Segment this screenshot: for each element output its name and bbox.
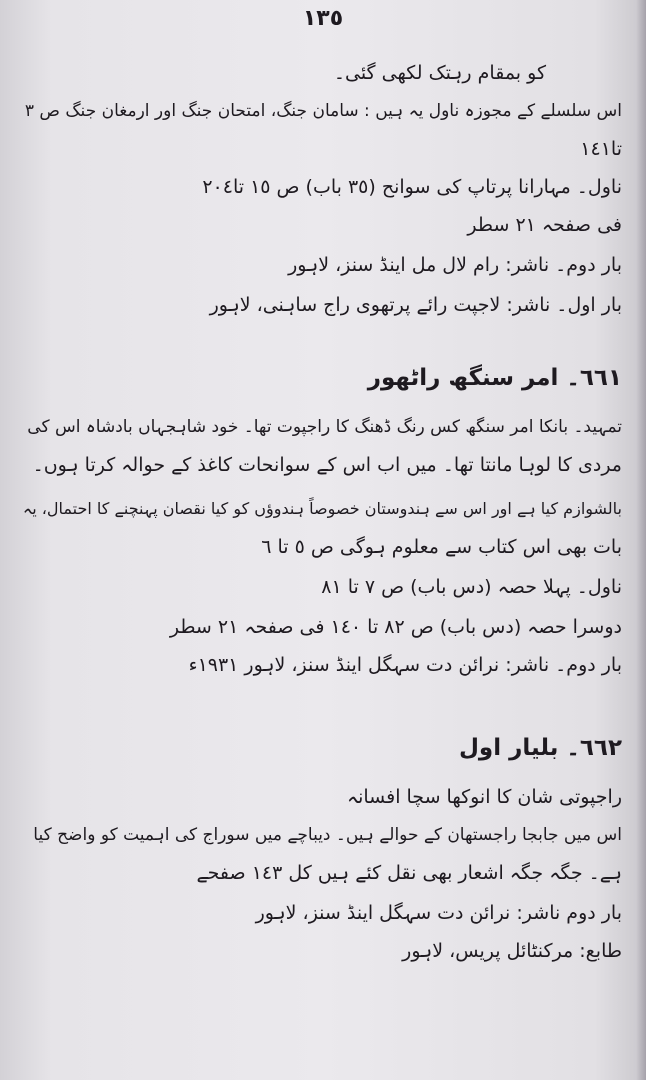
text-line: فی صفحہ ٢١ سطر <box>467 214 622 236</box>
page-number: ١٣٥ <box>302 6 344 31</box>
text-line: تا١٤١ <box>580 138 622 160</box>
text-line: ناول۔ مہارانا پرتاپ کی سوانح (٣٥ باب) ص ١٥ تا٢٠٤ <box>202 176 622 198</box>
text-line: بار دوم۔ ناشر: نرائن دت سہگل اینڈ سنز، لاہور ١٩٣١ء <box>188 654 622 676</box>
entry-heading: ٦٦٢۔ بلیار اول <box>458 735 622 761</box>
page-gutter-shadow <box>636 0 646 1080</box>
text-line: ناول۔ پہلا حصہ (دس باب) ص ٧ تا ٨١ <box>321 576 622 598</box>
text-line: کو بمقام رہتک لکھی گئی۔ <box>333 62 546 84</box>
text-line: طابع: مرکنٹائل پریس، لاہور <box>402 940 622 962</box>
text-line: مردی کا لوہا مانتا تھا۔ میں اب اس کے سوانحات کاغذ کے حوالہ کرتا ہوں۔ <box>32 454 622 476</box>
text-line: ہے۔ جگہ جگہ اشعار بھی نقل کئے ہیں کل ١٤٣ صفحے <box>196 862 622 884</box>
text-line: اس میں جابجا راجستھان کے حوالے ہیں۔ دیباچے میں سوراج کی اہمیت کو واضح کیا <box>33 825 622 845</box>
entry-heading: ٦٦١۔ امر سنگھ راٹھور <box>367 365 622 391</box>
text-line: بات بھی اس کتاب سے معلوم ہوگی ص ٥ تا ٦ <box>261 536 622 558</box>
text-line: بار دوم ناشر: نرائن دت سہگل اینڈ سنز، لاہور <box>255 902 622 924</box>
text-line: تمہید۔ بانکا امر سنگھ کس رنگ ڈھنگ کا راجپوت تھا۔ خود شاہجہاں بادشاہ اس کی <box>27 417 622 437</box>
text-line: راجپوتی شان کا انوکھا سچا افسانہ <box>346 786 622 808</box>
text-line: بار اول۔ ناشر: لاجپت رائے پرتھوی راج ساہنی، لاہور <box>209 294 622 316</box>
text-line: بالشوازم کیا ہے اور اس سے ہندوستان خصوصاً ہندوؤں کو کیا نقصان پہنچنے کا احتمال، یہ <box>22 499 622 518</box>
text-line: دوسرا حصہ (دس باب) ص ٨٢ تا ١٤٠ فی صفحہ ٢١ سطر <box>169 616 622 638</box>
text-line: بار دوم۔ ناشر: رام لال مل اینڈ سنز، لاہور <box>288 254 622 276</box>
text-line: اس سلسلے کے مجوزہ ناول یہ ہیں : سامان جنگ، امتحان جنگ اور ارمغان جنگ ص ٣ <box>24 101 622 121</box>
